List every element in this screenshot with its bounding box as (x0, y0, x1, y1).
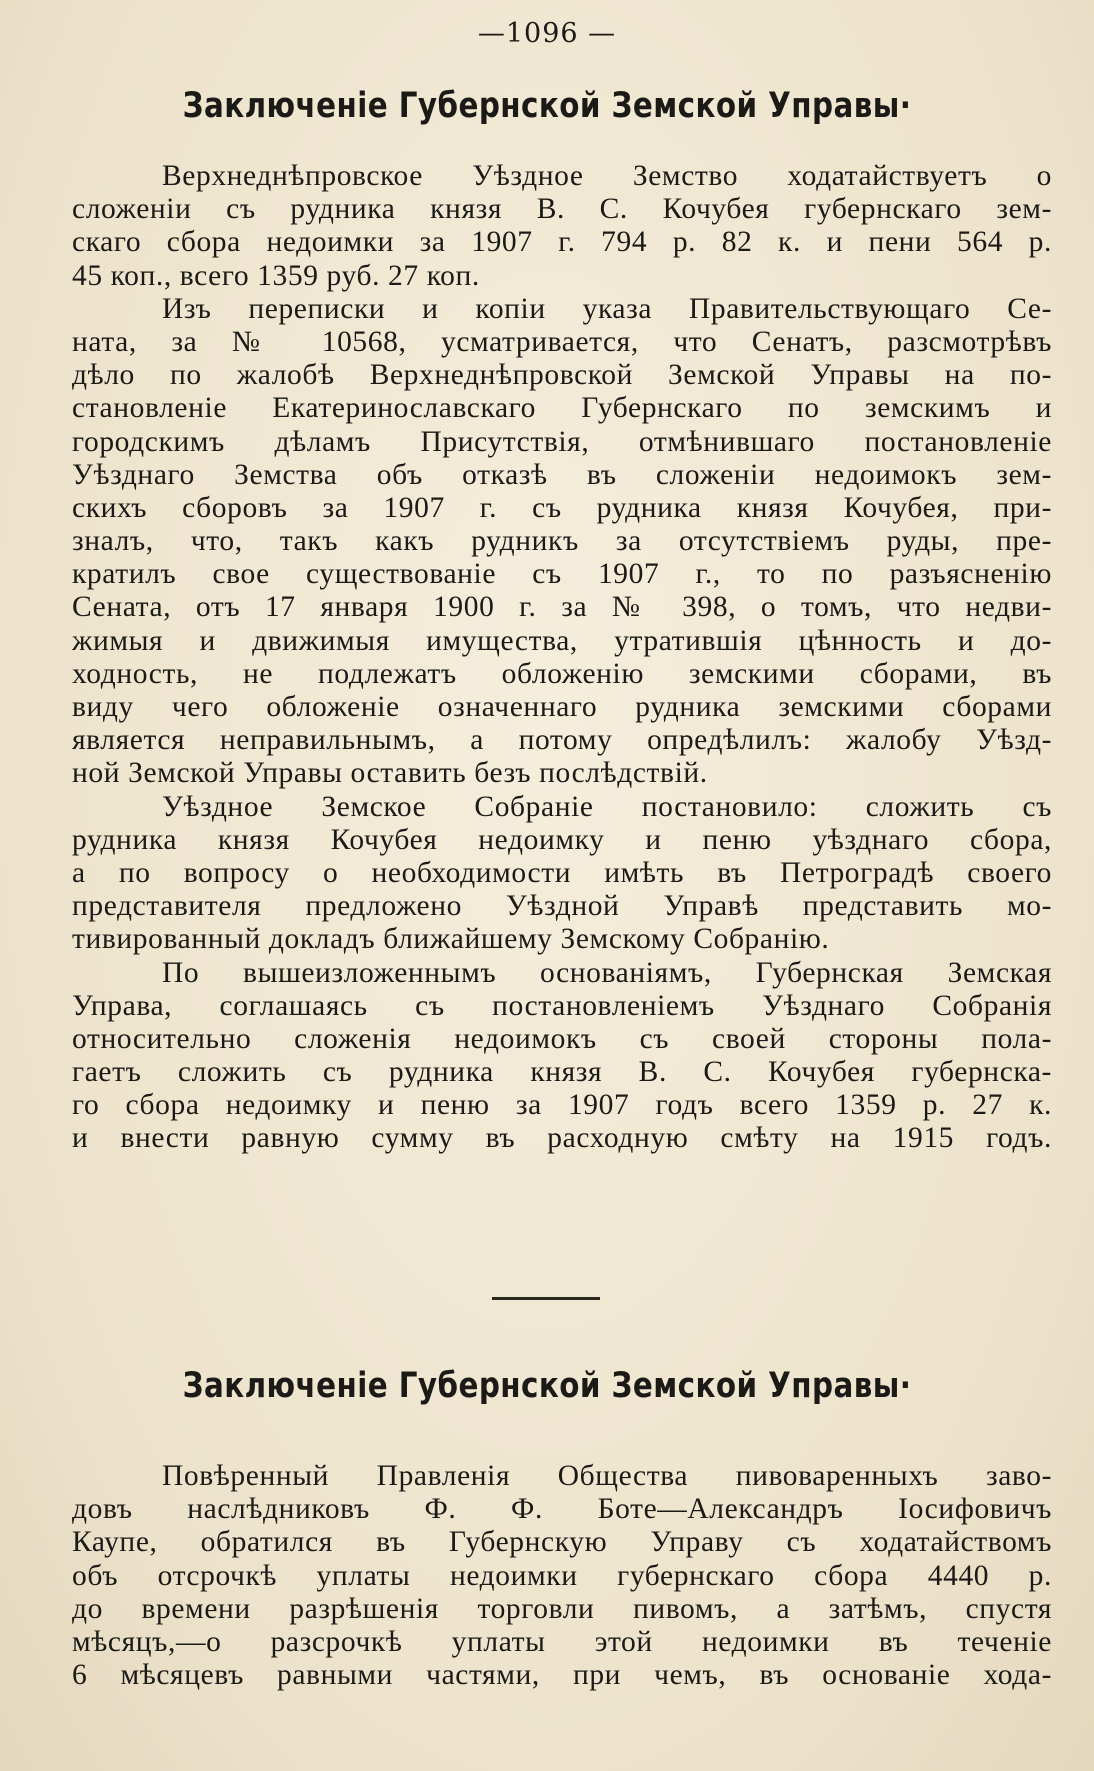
text-line: Каупе, обратился въ Губернскую Управу съ ходатайствомъ (72, 1526, 1052, 1559)
text-line: 45 коп., всего 1359 руб. 27 коп. (72, 259, 480, 292)
text-line: до времени разрѣшенiя торговли пивомъ, а затѣмъ, спустя (72, 1592, 1052, 1625)
text-line: скаго сбора недоимки за 1907 г. 794 р. 82 к. и пени 564 р. (72, 226, 1052, 259)
text-line: Уѣзднаго Земства объ отказѣ въ сложенiи недоимокъ зем- (72, 458, 1052, 491)
text-line: объ отсрочкѣ уплаты недоимки губернскаго сбора 4440 р. (72, 1559, 1052, 1592)
text-line: го сбора недоимку и пеню за 1907 годъ всего 1359 р. 27 к. (72, 1089, 1052, 1122)
page-number: —1096 — (477, 18, 617, 49)
text-line: сложенiи съ рудника князя В. С. Кочубея губернскаго зем- (72, 193, 1052, 226)
text-line: ходность, не подлежатъ обложенiю земскими сборами, въ (72, 657, 1052, 690)
text-line: довъ наслѣдниковъ Ф. Ф. Боте—Александръ Iосифовичъ (72, 1493, 1052, 1526)
text-line: относительно сложенiя недоимокъ съ своей стороны пола- (72, 1022, 1052, 1055)
text-line: тивированный докладъ ближайшему Земскому Собранiю. (72, 923, 830, 956)
text-line: ной Земской Управы оставить безъ послѣдствiй. (72, 757, 708, 790)
section-1-heading: Заключенiе Губернской Земской Управы· (182, 86, 912, 126)
text-line: а по вопросу о необходимости имѣть въ Петроградѣ своего (72, 856, 1052, 889)
text-line: и внести равную сумму въ расходную смѣту на 1915 годъ. (72, 1122, 1052, 1155)
text-line: дѣло по жалобѣ Верхнеднѣпровской Земской Управы на по- (72, 359, 1052, 392)
text-line: Управа, соглашаясь съ постановленiемъ Уѣзднаго Собранiя (72, 989, 1052, 1022)
text-line: скихъ сборовъ за 1907 г. съ рудника князя Кочубея, при- (72, 491, 1052, 524)
text-line: становленiе Екатеринославскаго Губернскаго по земскимъ и (72, 392, 1052, 425)
text-line: является неправильнымъ, а потому опредѣлилъ: жалобу Уѣзд- (72, 724, 1052, 757)
text-line: Уѣздное Земское Собранiе постановило: сложить съ (162, 790, 1052, 823)
text-line: зналъ, что, такъ какъ рудникъ за отсутствiемъ руды, пре- (72, 525, 1052, 558)
text-line: Сената, отъ 17 января 1900 г. за № 398, о томъ, что недви- (72, 591, 1052, 624)
text-line: кратилъ свое существованiе съ 1907 г., то по разъясненiю (72, 558, 1052, 591)
section-divider (492, 1297, 600, 1300)
text-line: жимыя и движимыя имущества, утратившiя цѣнность и до- (72, 624, 1052, 657)
text-line: ната, за № 10568, усматривается, что Сенатъ, разсмотрѣвъ (72, 325, 1052, 358)
text-line: По вышеизложеннымъ основанiямъ, Губернская Земская (162, 956, 1052, 989)
text-line: мѣсяцъ,—о разсрочкѣ уплаты этой недоимки въ теченiе (72, 1625, 1052, 1658)
text-line: рудника князя Кочубея недоимку и пеню уѣзднаго сбора, (72, 823, 1052, 856)
text-line: виду чего обложенiе означеннаго рудника земскими сборами (72, 691, 1052, 723)
section-2-heading: Заключенiе Губернской Земской Управы· (182, 1366, 912, 1406)
text-line: городскимъ дѣламъ Присутствiя, отмѣнившаго постановленiе (72, 425, 1052, 458)
section-1-body (72, 160, 1052, 1156)
text-line: представителя предложено Уѣздной Управѣ представить мо- (72, 890, 1052, 923)
text-line: Повѣренный Правленiя Общества пивоваренныхъ заво- (162, 1460, 1052, 1492)
text-line: Верхнеднѣпровское Уѣздное Земство ходатайствуетъ о (162, 160, 1052, 192)
text-line: 6 мѣсяцевъ равными частями, при чемъ, въ основанiе хода- (72, 1659, 1052, 1692)
section-2-body (72, 1460, 1052, 1692)
text-line: Изъ переписки и копiи указа Правительствующаго Се- (162, 292, 1052, 325)
text-line: гаетъ сложить съ рудника князя В. С. Кочубея губернска- (72, 1056, 1052, 1089)
